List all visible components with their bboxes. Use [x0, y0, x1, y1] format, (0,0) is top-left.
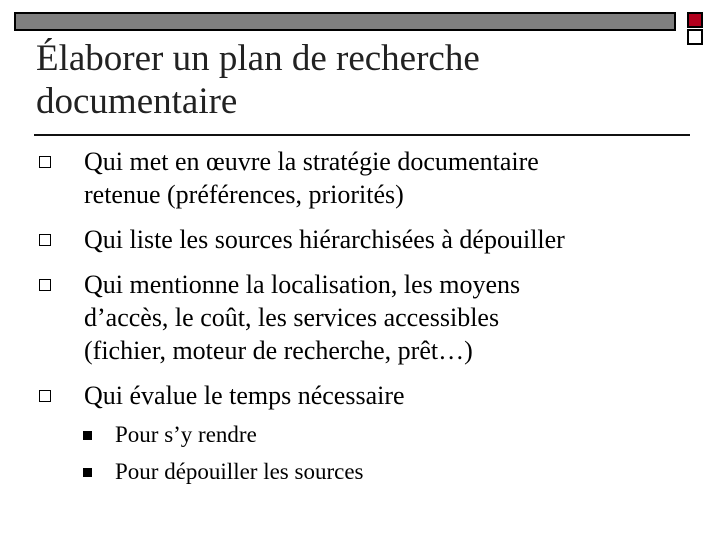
- bullet-line: Qui évalue le temps nécessaire: [84, 381, 405, 410]
- hollow-square-icon: [39, 279, 51, 291]
- hollow-square-icon: [39, 390, 51, 402]
- bullet-item: [84, 145, 684, 211]
- slide-title: [36, 37, 676, 123]
- title-line-2: documentaire: [36, 81, 238, 122]
- white-square-decoration: [687, 29, 703, 45]
- bullet-item: [84, 379, 684, 412]
- title-divider: [34, 134, 690, 136]
- bullet-item: [84, 223, 684, 256]
- bullet-item: [84, 268, 684, 367]
- red-square-decoration: [687, 12, 703, 28]
- bullet-line: retenue (préférences, priorités): [84, 180, 404, 209]
- title-line-1: Élaborer un plan de recherche: [36, 38, 480, 79]
- bullet-line: Qui liste les sources hiérarchisées à dépouiller: [84, 225, 565, 254]
- bullet-line: d’accès, le coût, les services accessibles: [84, 303, 500, 332]
- bullet-line: (fichier, moteur de recherche, prêt…): [84, 336, 473, 365]
- bullet-line: Qui mentionne la localisation, les moyens: [84, 270, 521, 299]
- sub-bullet-item: [115, 457, 615, 487]
- filled-square-icon: [83, 468, 92, 477]
- top-decorative-bar: [14, 12, 676, 31]
- filled-square-icon: [83, 431, 92, 440]
- sub-bullet-text: Pour dépouiller les sources: [115, 459, 364, 484]
- bullet-line: Qui met en œuvre la stratégie documentaire: [84, 147, 539, 176]
- sub-bullet-text: Pour s’y rendre: [115, 422, 257, 447]
- hollow-square-icon: [39, 156, 51, 168]
- hollow-square-icon: [39, 234, 51, 246]
- sub-bullet-item: [115, 420, 615, 450]
